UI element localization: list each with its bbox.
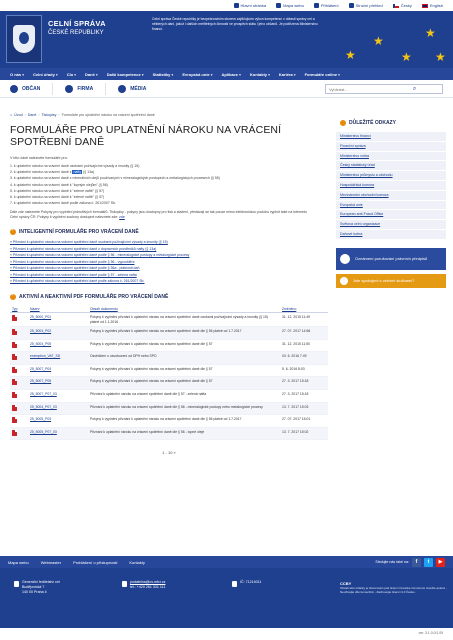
brand[interactable] [48, 19, 106, 36]
section-pdf-forms [10, 294, 325, 300]
sidebar-link[interactable]: Ministerstvo průmyslu a obchodu [336, 171, 446, 181]
pdf-icon [12, 417, 17, 423]
column-header-type[interactable]: Typ [10, 306, 28, 313]
pdf-icon [12, 405, 17, 411]
creative-commons-icon[interactable]: CCBY [340, 581, 352, 586]
chevron-down-icon: ▾ [55, 72, 58, 77]
table-row: exemption_VAT_SD Osvědčení o osvobození od DPH nebo SPD 03. 6. 2016 7:49 [10, 352, 328, 365]
breadcrumb-item[interactable]: Úvod [14, 113, 23, 117]
column-header-modified[interactable]: Změněno [280, 306, 328, 313]
home-icon [234, 3, 239, 8]
list-item: 7. k uplatnění nároku na vrácení daně podle zákona č. 261/2007 Sb. [10, 201, 117, 206]
sidebar [336, 118, 446, 288]
star-icon: ★ [345, 48, 356, 62]
pagination[interactable]: 1 - 10 » [162, 450, 176, 456]
nav-statistiky[interactable]: Statistiky ▾ [152, 71, 174, 77]
file-link[interactable]: 25_5000_P01 [28, 312, 88, 326]
list-item: 4. k uplatnění nároku na vrácení daně k "topným olejům" (§ 56) [10, 182, 108, 187]
whistleblower-banner[interactable]: Oznámení porušování právních předpisů [336, 248, 446, 270]
logo[interactable] [6, 15, 42, 63]
envelope-icon [122, 581, 127, 587]
intro-text: V této části naleznete formuláře pro: [10, 156, 68, 160]
table-row: 25_5007_P04 Pokyny k vyplnění přiznání k uplatnění nároku na vrácení spotřební daně dle § 57 5. 6. 2016 8:03 [10, 364, 328, 377]
section-intelligent-forms [10, 229, 325, 235]
file-link[interactable]: 25_5005_P07_03 [28, 427, 88, 440]
twitter-icon[interactable]: t [424, 558, 433, 567]
breadcrumb-current: Formuláře pro uplatnění nároku na vrácení spotřební daně [61, 113, 155, 117]
megaphone-icon [340, 254, 350, 264]
pdf-icon [12, 315, 17, 321]
document-icon [349, 3, 354, 8]
satisfaction-banner[interactable]: Jste spokojeni s celními službami? [336, 274, 446, 288]
column-header-name[interactable]: Název [28, 306, 88, 313]
audience-media-label: MÉDIA [130, 85, 147, 92]
footer-link[interactable]: Mapa webu [8, 559, 29, 565]
pdf-icon [12, 354, 17, 360]
column-header-content[interactable]: Obsah dokumentu [88, 306, 280, 313]
intelligent-forms-list [10, 239, 325, 285]
list-item: 1. k uplatnění nároku na vrácení daně osobami požívajícími výsady a imunity (§ 15) [10, 164, 140, 168]
building-icon [65, 85, 73, 93]
chevron-down-icon: ▾ [293, 72, 296, 77]
footer-email-link[interactable]: podatelna@cs.mfcr.cz [130, 580, 166, 584]
arrow-circle-icon [340, 120, 346, 126]
form-link[interactable]: » Přiznání k uplatnění nároku na vrácení spotřební daně osobami požívajícími výsady a imunity (§ 15) [10, 239, 325, 246]
table-row: 25_5005_P03 Pokyny k vyplnění přiznání k uplatnění nároku na vrácení spotřební daně dle § 56 platné od 1.7.2017 27. 07. 2017 15:01 [10, 415, 328, 428]
chevron-down-icon: ▾ [95, 72, 98, 77]
footer-link[interactable]: Prohlášení o přístupnosti [73, 559, 118, 565]
form-link[interactable]: » Přiznání k uplatnění nároku na vrácení spotřební daně z dopravních prostředků nafty (§ 13a) [10, 246, 325, 253]
brand-title: CELNÍ SPRÁVA [48, 19, 106, 28]
star-icon: ★ [401, 50, 412, 64]
file-link[interactable]: 25_5007_P07_03 [28, 390, 88, 403]
pdf-icon [12, 342, 17, 348]
table-row: 25_5005_P07_03 Přiznání k uplatnění nároku na vrácení spotřební daně dle § 56 - topné oleje 13. 7. 2017 15:02 [10, 427, 328, 440]
nav-kontakty[interactable]: Kontakty ▾ [249, 71, 270, 77]
nav-o-nas[interactable]: O nás ▾ [10, 71, 25, 77]
breadcrumb-item[interactable]: Daně [27, 113, 37, 117]
file-link[interactable]: 25_5005_P03 [28, 415, 88, 428]
pdf-icon [12, 392, 17, 398]
important-links-list [336, 132, 446, 240]
header-banner [0, 11, 453, 68]
footer-contact: podatelna@cs.mfcr.cz tel.: +420 261 331 111 [122, 580, 165, 590]
nav-celni-urady[interactable]: Celní úřady ▾ [33, 71, 58, 77]
search-input[interactable]: Vyhledat... [329, 86, 348, 92]
table-row: 25_5004_P02 Pokyny k vyplnění přiznání k uplatnění nároku na vrácení spotřební daně dle § 56 platné od 1.7.2017 27. 07. 2017 14:56 [10, 327, 328, 340]
brand-subtitle: ČESKÉ REPUBLIKY [48, 30, 104, 36]
file-link[interactable]: 25_5004_P02 [28, 327, 88, 340]
file-link[interactable]: 25_5007_P04 [28, 364, 88, 377]
arrow-circle-icon [10, 229, 16, 235]
lang-english[interactable] [422, 3, 443, 8]
file-link[interactable]: 25_5004_P07_03 [28, 402, 88, 415]
sidebar-link[interactable]: Mezinárodní obchodní komora [336, 191, 446, 201]
footer-navigation [0, 556, 453, 568]
sitemap-link[interactable] [276, 3, 304, 8]
audience-media[interactable] [116, 83, 158, 95]
chevron-down-icon: ▾ [171, 72, 174, 77]
overview-link[interactable] [349, 3, 383, 8]
breadcrumb-item[interactable]: Tiskopisy [41, 113, 57, 117]
audience-bar [0, 80, 453, 98]
chevron-down-icon: ▾ [338, 72, 340, 77]
version-label: ver. 3.1.0.0/1.09 [418, 631, 443, 635]
table-row: 25_5007_P07_03 Přiznání k uplatnění nároku na vrácení spotřební daně dle § 57 - zelená nafta 27. 3. 2017 15:18 [10, 390, 328, 403]
star-icon: ★ [435, 50, 446, 64]
arrow-circle-icon [10, 294, 16, 300]
youtube-icon[interactable]: ▶ [436, 558, 445, 567]
nav-evropska-unie[interactable]: Evropská unie ▾ [182, 71, 213, 77]
chevron-down-icon: ▾ [268, 72, 270, 77]
uk-flag-icon [422, 4, 428, 8]
nav-kariera[interactable]: Kariéra ▾ [278, 71, 296, 77]
list-item: 3. k uplatnění nároku na vrácení daně z minerálních olejů používaných v mineralogických postupech a metalurgických procesech (§ 55) [10, 176, 220, 181]
sidebar-link[interactable]: Světová celní organizace [336, 220, 446, 230]
main-navigation [0, 68, 453, 80]
home-link-label: Hlavní stránka [240, 3, 267, 8]
audience-company[interactable] [63, 83, 106, 95]
nav-formulare-online[interactable]: Formuláře online ▾ [304, 71, 340, 77]
utility-bar [0, 0, 453, 11]
pdf-icon [12, 367, 17, 373]
section-title: INTELIGENTNÍ FORMULÁŘE PRO VRÁCENÍ DANĚ [19, 229, 139, 236]
pdf-forms-table [10, 306, 328, 441]
banner-description: Celní správa České republiky je bezpečnostním sborem zajišťujícím výkon kompetencí v oblasti správy cel a některých daní, jakož i dalších meřitelných činností ve prospěch státu i jeho občanů. Je podřízena Ministerstvu financí. [152, 17, 318, 31]
sidebar-link[interactable]: Hospodářská komora [336, 181, 446, 191]
sidebar-link[interactable]: European anti-Fraud Office [336, 210, 446, 220]
list-item: 2. k uplatnění nároku na vrácení daně z nafty (§ 13a) [10, 170, 95, 175]
home-link[interactable] [234, 3, 267, 8]
form-link[interactable]: » Přiznání k uplatnění nároku na vrácení spotřební daně podle § 56a - platnosti daň [10, 265, 325, 272]
sidebar-link[interactable]: Český statistický úřad [336, 161, 446, 171]
note-text: Dále zde naleznete Pokyny pro vyplnění jednotlivých formulářů. Tiskopisy - pokyny jsou dostupny pro tisk a stažení, předávají se tak pouze mimo elektronickou podobu vyplnit také na internetu Celní správy ČR. Pokyny k vyplnění soubory dostupné naleznete zde: zde [10, 210, 307, 220]
search-button[interactable]: ⌕ [412, 86, 417, 92]
shield-emblem-icon [13, 25, 35, 53]
nav-dane[interactable]: Daně ▾ [85, 71, 98, 77]
location-pin-icon [14, 581, 19, 587]
breadcrumb: ⌂ Úvod › Daně › Tiskopisy › Formuláře pro uplatnění nároku na vrácení spotřební daně [10, 113, 155, 117]
list-item: 5. k uplatnění nároku na vrácení daně k "zelené naftě" (§ 57) [10, 188, 105, 193]
sitemap-link-label: Mapa webu [283, 3, 304, 8]
star-icon: ★ [425, 26, 436, 40]
form-type-list [10, 163, 325, 206]
audience-citizen[interactable] [8, 83, 53, 95]
nav-dalsi-kompetence[interactable]: Další kompetence ▾ [106, 71, 144, 77]
login-link-label: Přihlášení [320, 3, 339, 8]
sidebar-header [336, 118, 446, 128]
social-links: Sledujte nás také na: f t ▶ [375, 558, 453, 567]
form-link[interactable]: » Přiznání k uplatnění nároku na vrácení spotřební daně podle § 56 - vypouštění [10, 259, 325, 266]
chevron-down-icon: ▾ [22, 72, 25, 77]
sidebar-link[interactable]: Ministerstvo financí [336, 132, 446, 142]
overview-link-label: Struční přehled [355, 3, 383, 8]
list-item: 6. k uplatnění nároku na vrácení daně k "zelené naftě" (§ 57) [10, 195, 105, 200]
footer-license: CCBY Obsah této stránky je licencován pod licencí Creative Commons Uveďte autora - Neužívejte dílo komerčně - Zachovejte licenci 4.0 Česko. [340, 582, 450, 595]
pdf-icon [12, 430, 17, 436]
table-row: 25_5004_P05 Pokyny k vyplnění přiznání k uplatnění nároku na vrácení spotřební daně dle § 57 31. 12. 2015 11:50 [10, 339, 328, 352]
form-link[interactable]: » Přiznání k uplatnění nároku na vrácení spotřební daně podle § 56 - mineralogické postupy a metalurgické procesy [10, 252, 325, 259]
lang-czech-label: Česky [400, 3, 412, 8]
table-row: 25_5000_P01 Pokyny k vyplnění přiznání k uplatnění nároku na vrácení spotřební daně osobami požívajícími výsady a imunity (§ 15) platné od 1.1.2016 31. 12. 2015 11:49 [10, 312, 328, 326]
id-card-icon [232, 581, 237, 587]
chevron-down-icon: ▾ [239, 72, 241, 77]
sidebar-link[interactable]: Daňové kobra [336, 230, 446, 240]
table-row: 25_5004_P07_03 Přiznání k uplatnění nároku na vrácení spotřební daně dle § 56 - mineralogické postupy nebo metalurgické procesy 13. 7. 2017 15:03 [10, 402, 328, 415]
search-box [325, 84, 443, 94]
facebook-icon[interactable]: f [412, 558, 421, 567]
footer [0, 568, 453, 628]
lang-english-label: English [429, 3, 443, 8]
main-content [10, 124, 325, 455]
sidebar-link[interactable]: Evropská unie [336, 201, 446, 211]
smiley-icon [340, 277, 348, 285]
form-link[interactable]: » Přiznání k uplatnění nároku na vrácení spotřební daně podle zákona č. 261/2007 Sb. [10, 278, 325, 285]
chevron-down-icon: ▾ [210, 72, 213, 77]
audience-company-label: FIRMA [77, 85, 94, 92]
sidebar-link[interactable]: Finanční správa [336, 142, 446, 152]
sitemap-icon [276, 3, 281, 8]
star-icon: ★ [373, 34, 384, 48]
footer-address: Generální ředitelství cel Budějovická 7 140 00 Praha 4 [14, 580, 60, 595]
page-title: FORMULÁŘE PRO UPLATNĚNÍ NÁROKU NA VRÁCENÍ SPOTŘEBNÍ DANĚ [10, 124, 282, 148]
table-row: 25_5007_P05 Pokyny k vyplnění přiznání k uplatnění nároku na vrácení spotřební daně dle § 57 27. 3. 2017 15:18 [10, 377, 328, 390]
person-icon [10, 85, 18, 93]
note-link[interactable]: zde [119, 215, 125, 220]
highlighted-word: nafty [73, 170, 82, 175]
file-link[interactable]: 25_5004_P05 [28, 339, 88, 352]
chevron-down-icon: ▾ [74, 72, 77, 77]
file-link[interactable]: exemption_VAT_SD [28, 352, 88, 365]
file-link[interactable]: 25_5007_P05 [28, 377, 88, 390]
sidebar-link[interactable]: Ministerstvo vnitra [336, 152, 446, 162]
login-link[interactable] [314, 3, 339, 8]
footer-link[interactable]: Webmaster [40, 559, 62, 565]
pdf-icon [12, 379, 17, 385]
czech-flag-icon [393, 4, 399, 8]
lang-czech[interactable] [393, 3, 412, 8]
home-icon[interactable]: ⌂ [10, 113, 13, 117]
footer-ic: IČ: 71214011 [232, 580, 261, 587]
lock-icon [314, 3, 319, 8]
megaphone-icon [118, 85, 126, 93]
sidebar-title: DŮLEŽITÉ ODKAZY [349, 120, 396, 126]
footer-link[interactable]: Kontakty [129, 559, 145, 565]
audience-citizen-label: OBČAN [22, 85, 41, 92]
pdf-icon [12, 329, 17, 335]
chevron-down-icon: ▾ [141, 72, 144, 77]
form-link[interactable]: » Přiznání k uplatnění nároku na vrácení spotřební daně podle § 57 - zelená nafta [10, 272, 325, 279]
eu-stars-decoration [333, 11, 453, 68]
section-title: AKTIVNÍ A NEAKTIVNÍ PDF FORMULÁŘE PRO VRÁCENÍ DANĚ [19, 293, 169, 300]
nav-clo[interactable]: Clo ▾ [66, 71, 77, 77]
nav-aplikace[interactable]: Aplikace ▾ [221, 71, 241, 77]
